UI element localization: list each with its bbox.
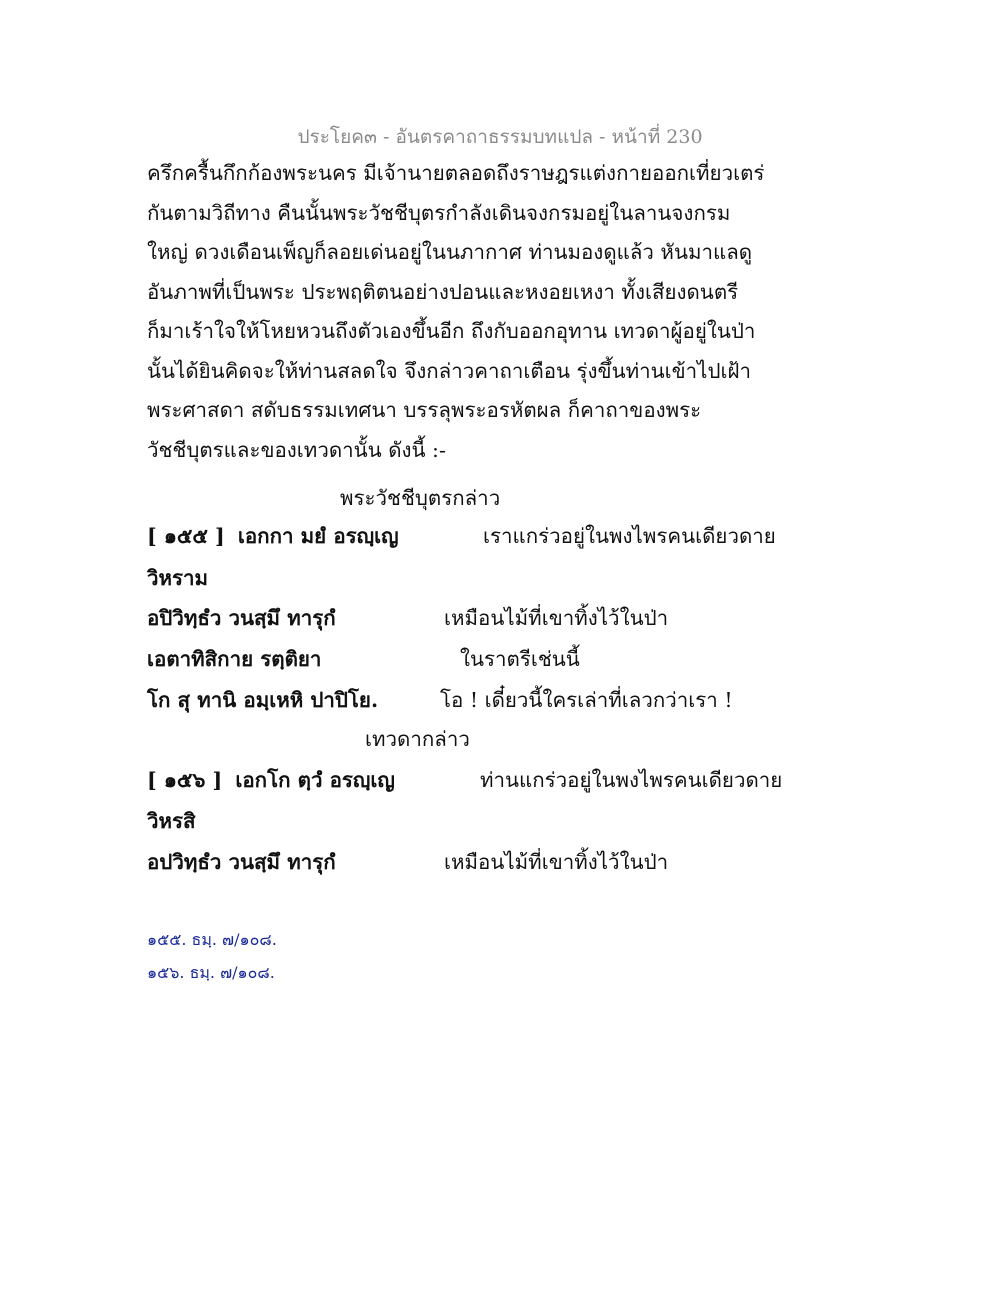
pali-text: อปิวิทฺธํว วนสฺมึ ทารุกํ [147,606,336,630]
pali-text: อปวิทฺธํว วนสฺมึ ทารุกํ [147,850,336,874]
thai-translation: โอ ! เดี๋ยวนี้ใครเล่าที่เลวกว่าเรา ! [440,688,733,712]
paragraph-line: ก็มาเร้าใจให้โหยหวนถึงตัวเองขึ้นอีก ถึงกับออกอุทาน เทวดาผู้อยู่ในป่า [147,319,756,343]
body-paragraph [147,158,847,474]
pali-text: วิหราม [147,566,209,590]
pali-text: เอตาทิสิกาย รตฺติยา [147,647,322,671]
paragraph-line: นั้นได้ยินคิดจะให้ท่านสลดใจ จึงกล่าวคาถาเตือน รุ่งขึ้นท่านเข้าไปเฝ้า [147,358,752,383]
verse-number: [ ๑๕๖ ] [147,768,223,792]
thai-translation: เราแกร่วอยู่ในพงไพรคนเดียวดาย [483,524,776,548]
paragraph-line: อันภาพที่เป็นพระ ประพฤติตนอย่างปอนและหงอยเหงา ทั้งเสียงดนตรี [147,279,739,304]
pali-text: เอกโก ตฺวํ อรญฺเญ [235,768,395,792]
thai-translation: ท่านแกร่วอยู่ในพงไพรคนเดียวดาย [480,768,783,792]
paragraph-line: พระศาสดา สดับธรรมเทศนา บรรลุพระอรหัตผล ก็คาถาของพระ [147,398,702,422]
verse-number: [ ๑๕๕ ] [147,524,225,548]
section-heading-devata: เทวดากล่าว [365,727,470,751]
pali-text: โก สุ ทานิ อมฺเหหิ ปาปิโย. [147,688,379,712]
verse-line [147,764,395,797]
pali-text: วิหรสิ [147,809,196,833]
verse-line [147,520,399,553]
footnote: ๑๕๕. ธมฺ. ๗/๑๐๘. [147,930,277,949]
page-header: ประโยค๓ - อันตรคาถาธรรมบทแปล - หน้าที่ 230 [297,126,703,148]
footnote: ๑๕๖. ธมฺ. ๗/๑๐๘. [147,963,275,982]
thai-translation: ในราตรีเช่นนี้ [460,647,580,671]
thai-translation: เหมือนไม้ที่เขาทิ้งไว้ในป่า [444,850,669,874]
paragraph-line: ครึกครื้นกึกก้องพระนคร มีเจ้านายตลอดถึงราษฎรแต่งกายออกเที่ยวเตร่ [147,161,765,185]
thai-translation: เหมือนไม้ที่เขาทิ้งไว้ในป่า [444,606,669,630]
paragraph-line: วัชชีบุตรและของเทวดานั้น ดังนี้ :- [147,437,446,462]
section-heading-vajjiputta: พระวัชชีบุตรกล่าว [340,486,501,510]
paragraph-line: ใหญ่ ดวงเดือนเพ็ญก็ลอยเด่นอยู่ในนภากาศ ท่านมองดูแล้ว หันมาแลดู [147,240,753,264]
paragraph-line: กันตามวิถีทาง คืนนั้นพระวัชชีบุตรกำลังเดินจงกรมอยู่ในลานจงกรม [147,200,731,225]
pali-text: เอกกา มยํ อรญฺเญ [237,524,399,548]
